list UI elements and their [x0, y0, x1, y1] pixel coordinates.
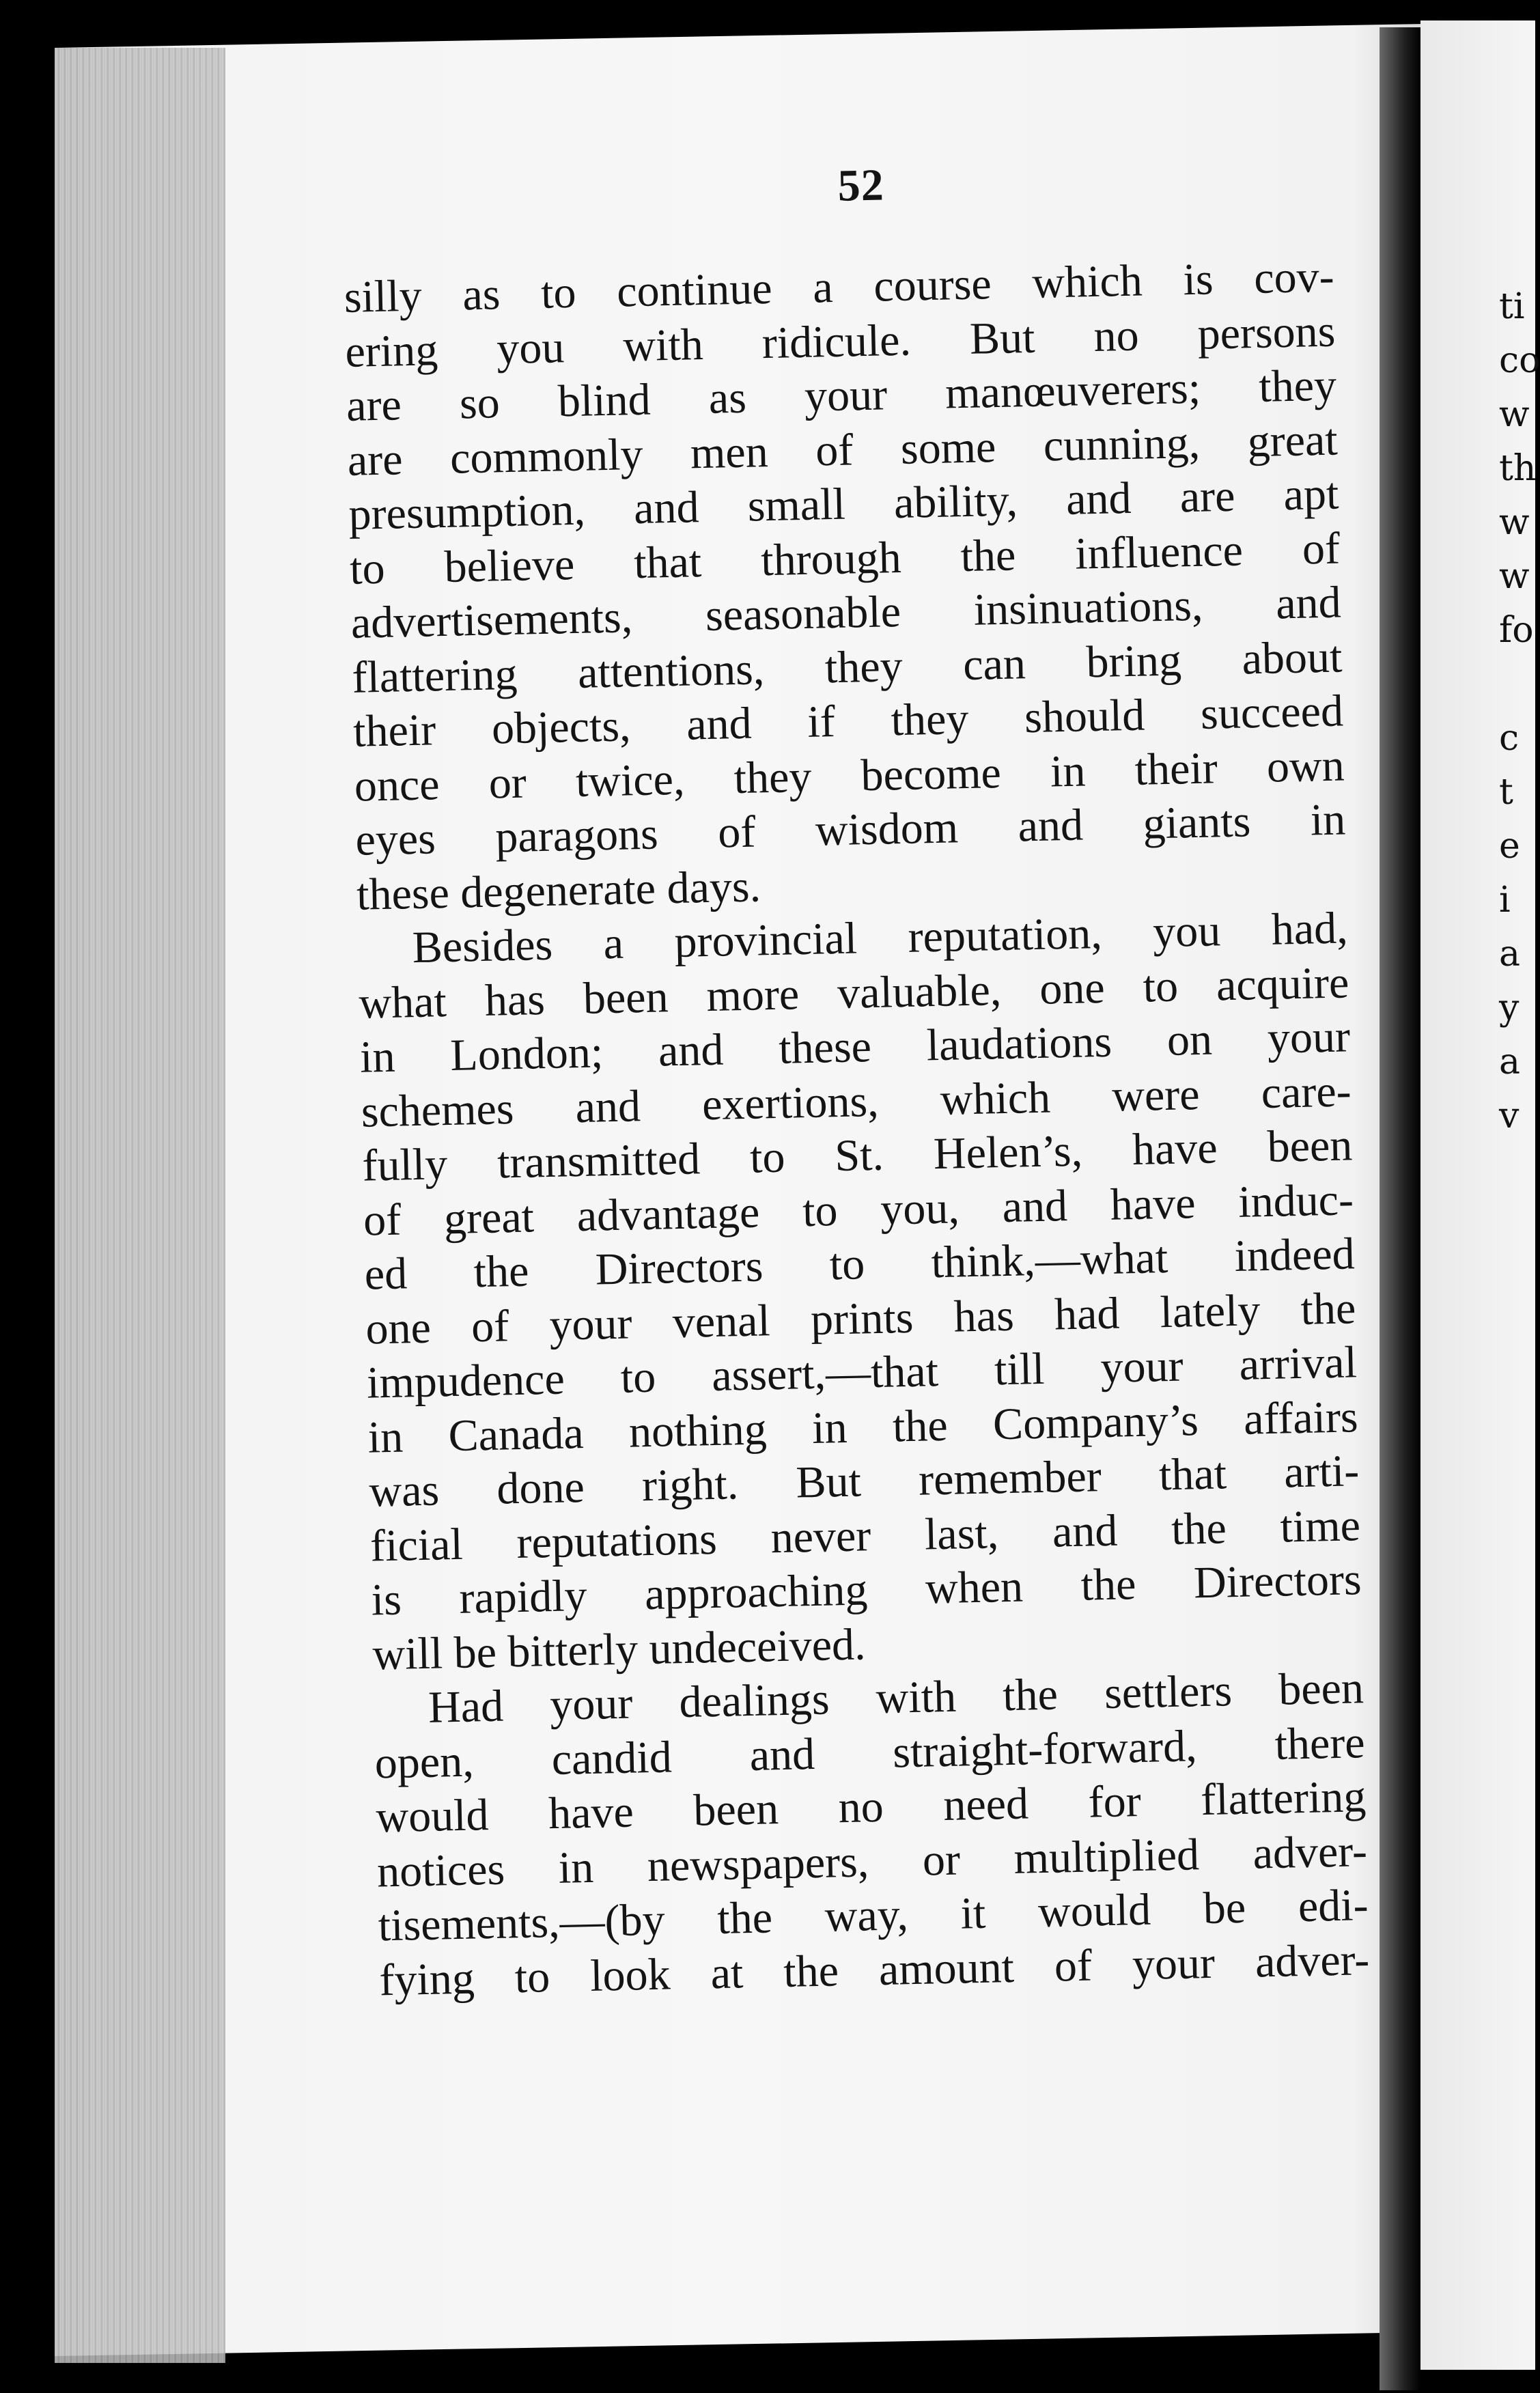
text-line: will be bitterly undeceived. [372, 1619, 867, 1680]
text-line: once or twice, they become in their own [354, 740, 1345, 811]
text-line: presumption, and small ability, and are apt [348, 468, 1339, 540]
adjacent-fragment: co [1499, 340, 1540, 381]
text-line: are commonly men of some cunning, great [347, 415, 1339, 486]
adjacent-fragment [1499, 658, 1540, 712]
text-line: would have been no need for flattering [375, 1772, 1367, 1843]
text-lines [344, 250, 1370, 2008]
page-number: 52 [837, 160, 885, 211]
text-line: ering you with ridicule. But no persons [344, 306, 1336, 377]
text-line: to believe that through the influence of [349, 523, 1341, 594]
text-line: fully transmitted to St. Helen’s, have been [361, 1120, 1353, 1191]
adjacent-fragment: y [1499, 988, 1520, 1028]
text-line: in London; and these laudations on your [359, 1011, 1351, 1082]
text-line: fying to look at the amount of your adver- [378, 1934, 1370, 2005]
text-line: what has been more valuable, one to acquire [358, 957, 1349, 1028]
text-line: notices in newspapers, or multiplied adver- [376, 1825, 1368, 1897]
text-line: eyes paragons of wisdom and giants in [354, 794, 1346, 865]
text-line: silly as to continue a course which is cov- [344, 251, 1335, 322]
adjacent-fragment: a [1499, 934, 1521, 975]
adjacent-fragment: t [1499, 772, 1513, 813]
adjacent-fragment: i [1499, 880, 1511, 921]
text-line: these degenerate days. [356, 860, 761, 920]
page-body [341, 150, 1370, 2008]
text-line: Had your dealings with the settlers been [428, 1663, 1364, 1733]
text-line: their objects, and if they should succeed [352, 686, 1344, 757]
text-line: was done right. But remember that arti- [368, 1446, 1360, 1517]
adjacent-fragment: ti [1499, 286, 1525, 327]
book-gutter [1380, 27, 1420, 2390]
text-line: schemes and exertions, which were care- [361, 1065, 1352, 1137]
text-line: in Canada nothing in the Company’s affairs [367, 1391, 1359, 1463]
adjacent-fragment: fo [1499, 610, 1534, 651]
text-line: tisements,—(by the way, it would be edi- [378, 1880, 1369, 1951]
text-line: ficial reputations never last, and the time [369, 1500, 1361, 1571]
adjacent-fragment: e [1499, 826, 1520, 867]
adjacent-fragment: w [1499, 556, 1530, 597]
text-line: open, candid and straight-forward, there [374, 1717, 1366, 1788]
text-line: Besides a provincial reputation, you had, [412, 903, 1349, 973]
adjacent-fragment: v [1499, 1095, 1520, 1136]
text-line: impudence to assert,—that till your arrival [366, 1337, 1358, 1408]
adjacent-fragment: w [1499, 502, 1530, 543]
adjacent-fragment: a [1499, 1041, 1521, 1082]
text-line: flattering attentions, they can bring about [351, 631, 1343, 703]
page-edge-stack [55, 48, 225, 2363]
adjacent-page-fragments [1499, 280, 1540, 1143]
adjacent-fragment: c [1499, 718, 1520, 759]
text-line: is rapidly approaching when the Directors [371, 1554, 1362, 1625]
text-line: ed the Directors to think,—what indeed [364, 1229, 1356, 1300]
text-line: one of your venal prints has had lately the [365, 1283, 1356, 1354]
text-line: advertisements, seasonable insinuations, and [350, 577, 1342, 648]
text-line: are so blind as your manœuverers; they [346, 360, 1337, 431]
adjacent-fragment: w [1499, 394, 1530, 435]
adjacent-fragment: th [1499, 448, 1537, 489]
text-line: of great advantage to you, and have induc- [363, 1174, 1354, 1246]
